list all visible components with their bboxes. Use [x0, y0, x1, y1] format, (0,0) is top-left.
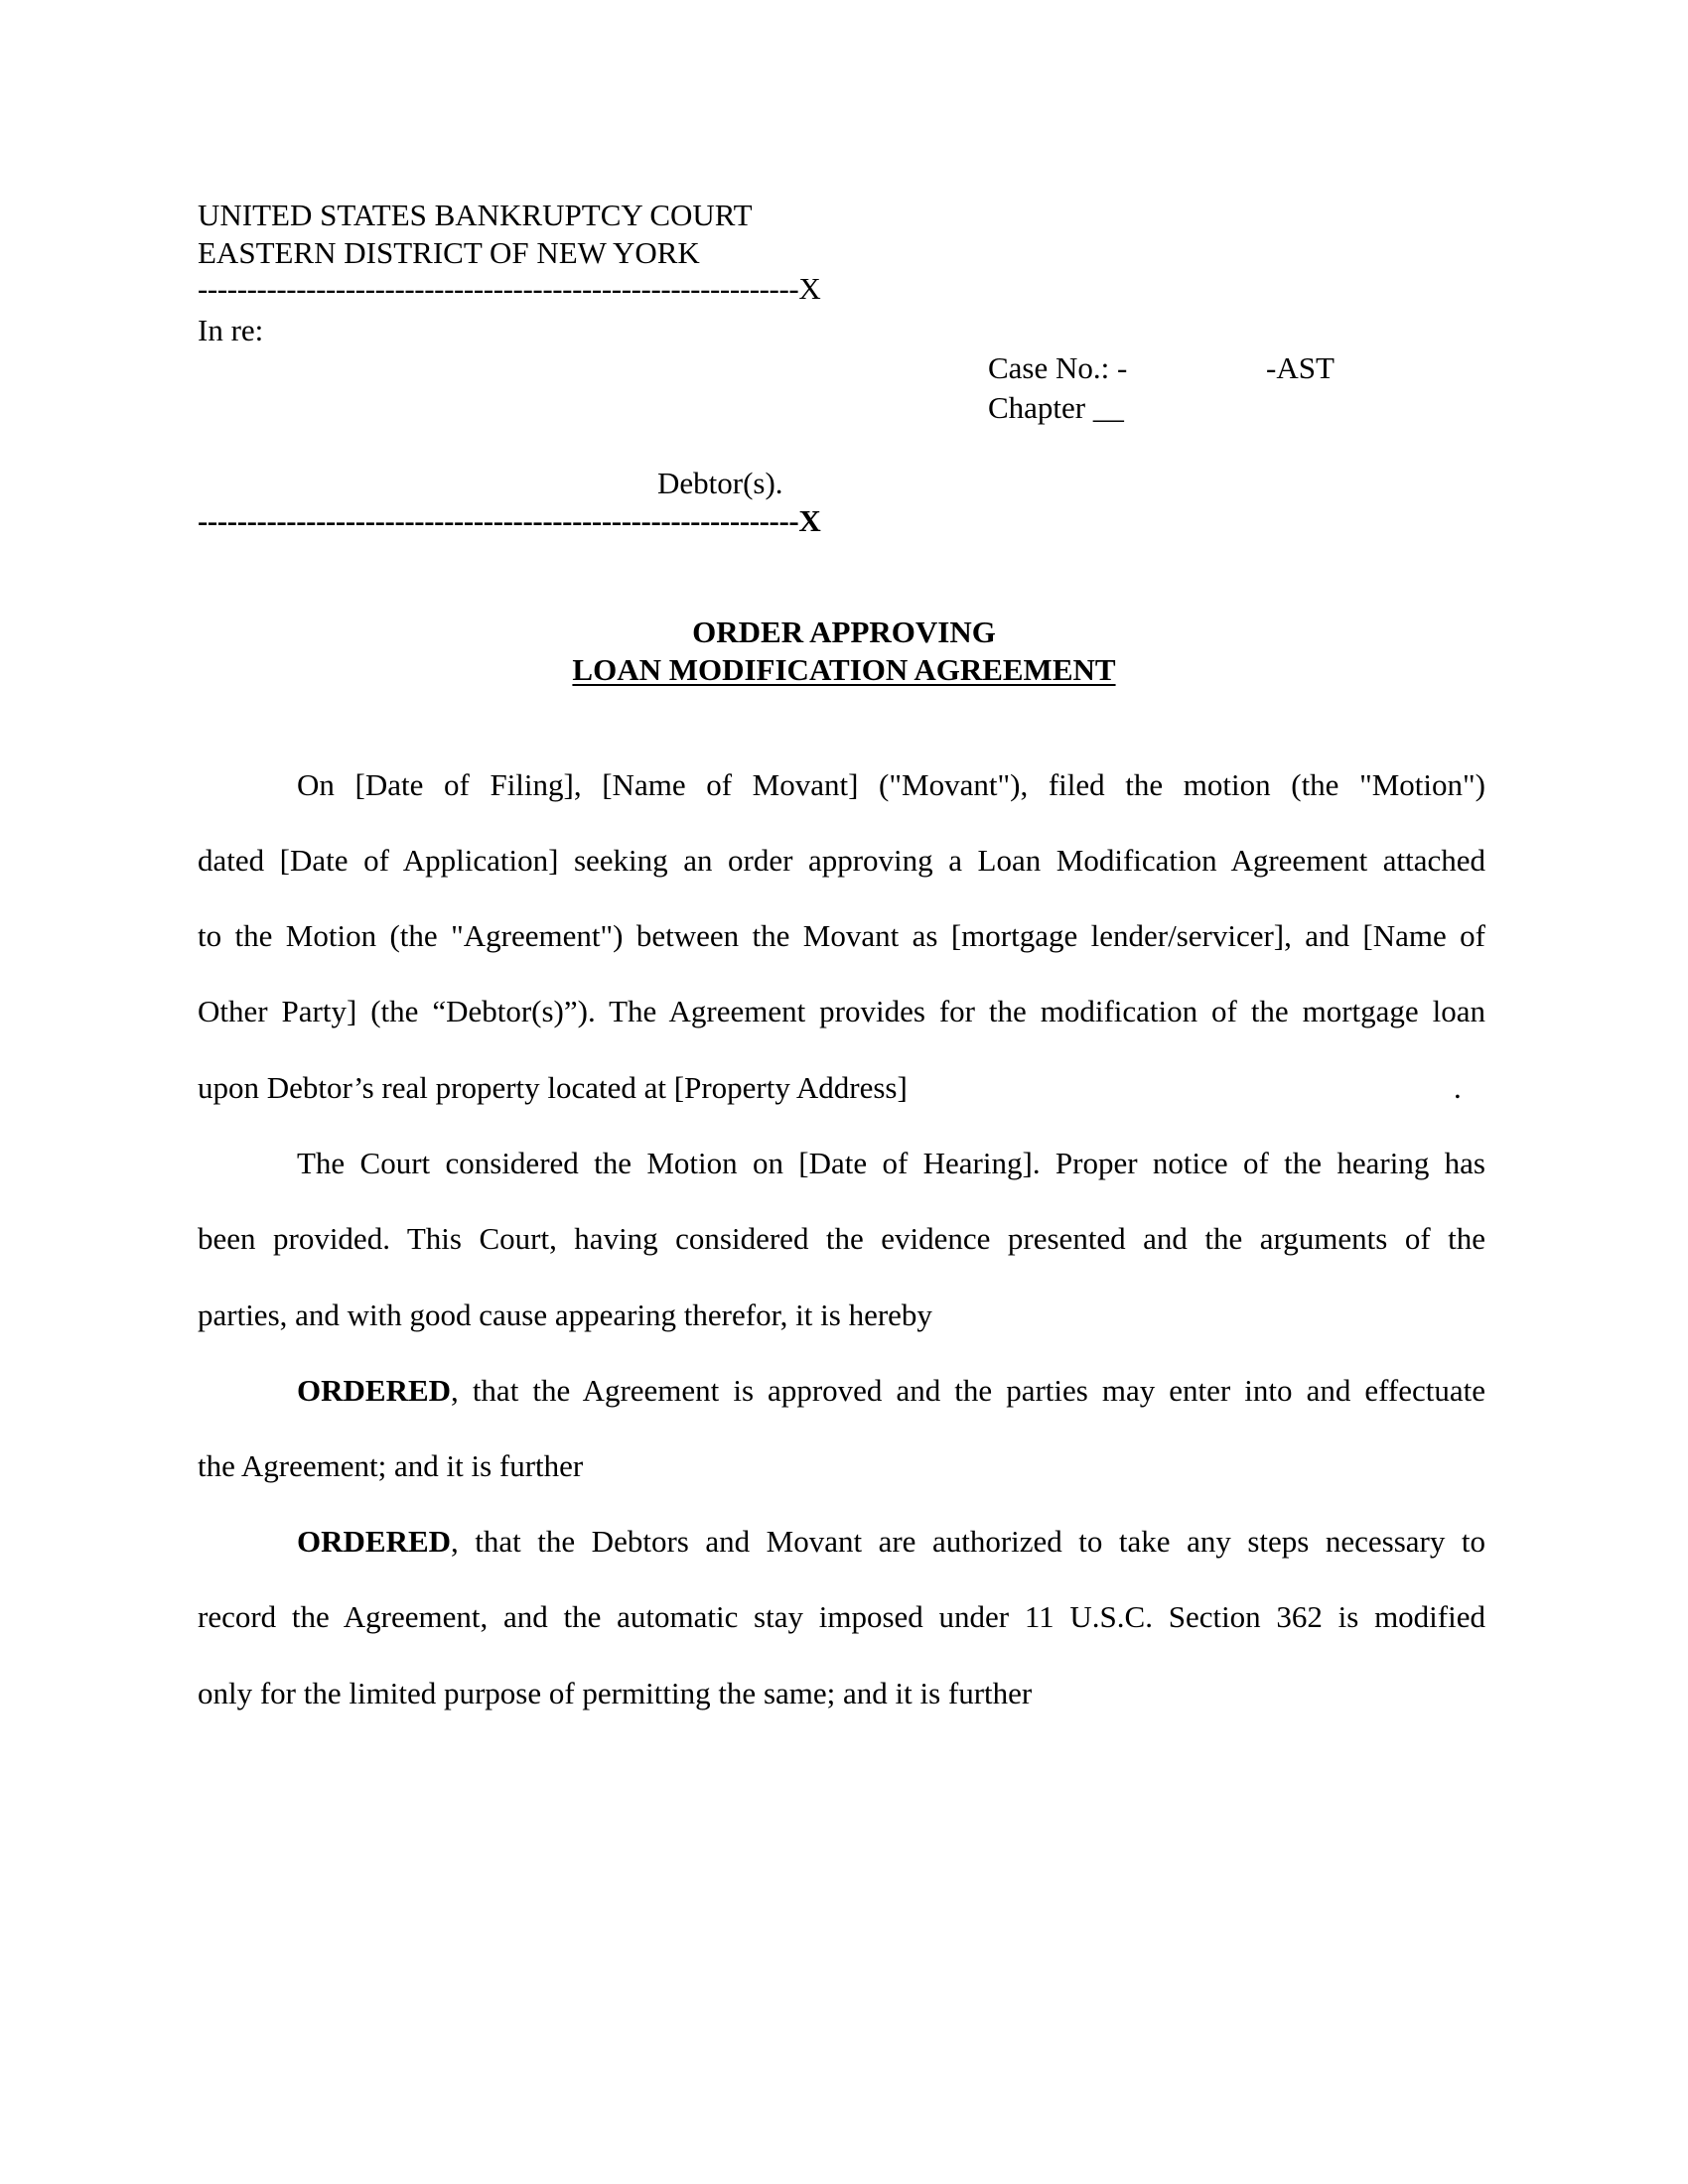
paragraph-2-line-1: The Court considered the Motion on [Date of Hearing]. Proper notice of the hearing has	[297, 1146, 1485, 1180]
paragraph-3-line-2: the Agreement; and it is further	[198, 1448, 584, 1483]
paragraph-1-line-1: On [Date of Filing], [Name of Movant] ("Movant"), filed the motion (the "Motion")	[297, 767, 1485, 802]
paragraph-3-line-1	[297, 1371, 1485, 1411]
paragraph-1-line-4: Other Party] (the “Debtor(s)”). The Agreement provides for the modification of the mortgage loan	[198, 994, 1485, 1028]
paragraph-1-end-period: .	[1454, 1070, 1462, 1105]
chapter-label: Chapter __	[988, 390, 1124, 425]
ordered-label-1: ORDERED	[297, 1373, 452, 1408]
document-title-line1: ORDER APPROVING	[692, 614, 996, 649]
ordered-label-2: ORDERED	[297, 1524, 452, 1559]
paragraph-1-line-2: dated [Date of Application] seeking an order approving a Loan Modification Agreement attached	[198, 843, 1485, 878]
paragraph-4-line-3: only for the limited purpose of permitting the same; and it is further	[198, 1676, 1033, 1710]
court-district: EASTERN DISTRICT OF NEW YORK	[198, 235, 700, 270]
case-number-suffix: -AST	[1266, 350, 1335, 385]
document-title-line2-text: LOAN MODIFICATION AGREEMENT	[572, 652, 1116, 687]
paragraph-4-line-2: record the Agreement, and the automatic stay imposed under 11 U.S.C. Section 362 is modified	[198, 1599, 1485, 1634]
caption-divider-top: -------------------------------------------------------------X	[198, 271, 821, 306]
debtors-label: Debtor(s).	[657, 466, 783, 500]
paragraph-2-line-3: parties, and with good cause appearing therefor, it is hereby	[198, 1297, 932, 1332]
document-title-line2	[0, 651, 1688, 689]
in-re-label: In re:	[198, 313, 264, 347]
paragraph-1-line-3: to the Motion (the "Agreement") between the Movant as [mortgage lender/servicer], and [Name of	[198, 918, 1485, 953]
caption-divider-bottom: -------------------------------------------------------------X	[198, 503, 821, 538]
paragraph-3-line-1-text: , that the Agreement is approved and the parties may enter into and effectuate	[451, 1373, 1485, 1408]
case-number-label: Case No.: -	[988, 350, 1128, 385]
court-name: UNITED STATES BANKRUPTCY COURT	[198, 198, 753, 232]
paragraph-2-line-2: been provided. This Court, having considered the evidence presented and the arguments of the	[198, 1221, 1485, 1256]
paragraph-1-line-5: upon Debtor’s real property located at [Property Address]	[198, 1070, 908, 1105]
paragraph-4-line-1-text: , that the Debtors and Movant are authorized to take any steps necessary to	[451, 1524, 1485, 1559]
paragraph-4-line-1	[297, 1522, 1485, 1562]
